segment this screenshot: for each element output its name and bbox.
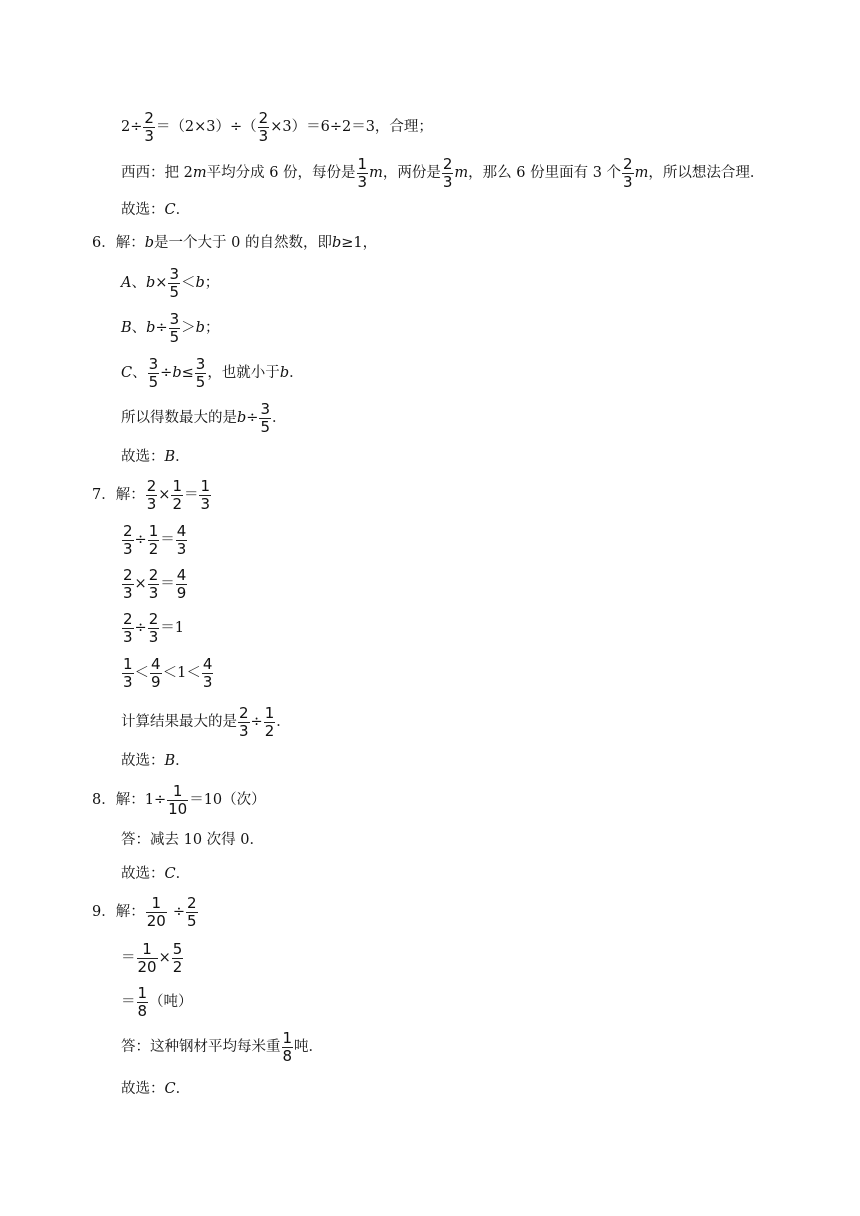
text: ≤ (181, 365, 194, 382)
variable: b (237, 410, 247, 427)
fraction-denominator: 5 (186, 912, 197, 931)
text: ，也就小于 (207, 365, 280, 382)
option-c-line (121, 356, 304, 391)
choice-letter: B (164, 449, 176, 465)
text: 答：减去 10 次得 0． (121, 832, 265, 848)
fraction-numerator: 3 (169, 310, 180, 328)
fraction-denominator: 3 (623, 173, 633, 192)
fraction-numerator: 3 (260, 400, 270, 418)
text: 解：1÷ (115, 792, 167, 809)
text: 故选： (121, 449, 165, 465)
fraction-numerator: 1 (137, 984, 148, 1002)
variable: b (195, 320, 205, 337)
solution-line (121, 110, 433, 145)
fraction-numerator: 3 (169, 265, 179, 283)
fraction-denominator: 3 (176, 540, 187, 559)
fraction-denominator: 8 (137, 1002, 148, 1021)
text: ÷ (134, 532, 147, 549)
fraction-numerator: 4 (176, 522, 187, 540)
fraction-numerator: 2 (258, 109, 269, 127)
comparison-line (121, 656, 214, 691)
fraction-denominator: 3 (148, 628, 159, 647)
calculation-line (121, 523, 188, 558)
text: 所以得数最大的是 (121, 410, 237, 427)
text: ＜1＜ (162, 665, 201, 682)
fraction (122, 567, 134, 602)
fraction-numerator: 1 (172, 782, 183, 800)
fraction-denominator: 10 (168, 800, 188, 819)
text: 、 (131, 320, 147, 337)
option-letter: A (121, 275, 132, 292)
text: 计算结果最大的是 (121, 714, 237, 731)
fraction-denominator: 3 (148, 584, 159, 603)
fraction-denominator: 2 (148, 540, 159, 559)
text: ． (175, 753, 190, 769)
answer-line (121, 1030, 323, 1065)
fraction-numerator: 2 (148, 610, 159, 628)
variable: b (146, 320, 156, 337)
fraction (137, 985, 149, 1020)
text: × (158, 487, 171, 504)
fraction (264, 705, 276, 740)
text: ＜ (180, 275, 196, 292)
fraction (122, 611, 134, 646)
fraction-numerator: 2 (123, 522, 133, 540)
option-letter: C (121, 365, 133, 382)
fraction (137, 941, 158, 976)
fraction-numerator: 1 (282, 1029, 293, 1047)
text: ÷ (155, 320, 168, 337)
fraction-numerator: 2 (239, 704, 249, 722)
fraction-numerator: 2 (186, 894, 197, 912)
variable: b (195, 275, 205, 292)
fraction (442, 156, 454, 191)
text: ，所以想法合理． (648, 165, 765, 182)
text: ＝ (160, 576, 175, 593)
choice-letter: C (164, 202, 176, 218)
text: 故选： (121, 866, 165, 882)
fraction (146, 478, 158, 513)
text: ＝ (121, 950, 136, 967)
variable: b (279, 365, 290, 382)
text: 解： (115, 487, 145, 504)
text: ＝1 (160, 620, 184, 637)
text: ＝10（次） (189, 792, 266, 809)
fraction-denominator: 2 (264, 722, 275, 741)
fraction-numerator: 2 (442, 155, 453, 173)
fraction-numerator: 3 (195, 355, 206, 373)
fraction-numerator: 4 (151, 655, 161, 673)
fraction-denominator: 5 (148, 373, 159, 392)
question-number: 6． (92, 235, 116, 251)
fraction-denominator: 3 (200, 495, 211, 514)
fraction-numerator: 5 (172, 940, 183, 958)
text: 2÷ (121, 119, 143, 136)
fraction (259, 401, 271, 436)
fraction-denominator: 3 (144, 127, 154, 146)
fraction-denominator: 3 (146, 495, 157, 514)
fraction-denominator: 3 (357, 173, 368, 192)
text: ÷ (160, 365, 173, 382)
text: ＝（2×3）÷（ (155, 119, 257, 136)
text: ＜ (134, 665, 150, 682)
question-7-heading (92, 478, 212, 513)
fraction-denominator: 9 (176, 584, 187, 603)
fraction-numerator: 1 (123, 655, 133, 673)
fraction (186, 895, 198, 930)
text: ． (175, 1081, 191, 1097)
text: ÷ (246, 410, 259, 427)
fraction (146, 895, 167, 930)
text: ＝ (160, 532, 175, 549)
variable: m (634, 165, 649, 182)
variable: m (369, 165, 383, 182)
fraction-denominator: 3 (123, 584, 133, 603)
text: 是一个大于 0 的自然数，即 (154, 235, 332, 251)
fraction (148, 356, 160, 391)
fraction-numerator: 4 (176, 566, 187, 584)
text: ． (272, 410, 287, 427)
fraction-denominator: 20 (137, 958, 157, 977)
fraction-denominator: 5 (260, 418, 270, 437)
fraction-numerator: 1 (264, 704, 275, 722)
fraction (195, 356, 207, 391)
text: ． (289, 365, 304, 382)
text: ； (204, 320, 220, 337)
text: × (134, 576, 147, 593)
text: 西西：把 2 (121, 165, 193, 182)
text: ； (204, 275, 220, 292)
fraction-denominator: 3 (123, 628, 133, 647)
fraction (258, 110, 270, 145)
calculation-line (121, 985, 193, 1020)
answer-choice-line (121, 1082, 190, 1097)
text: ÷ (250, 714, 263, 731)
fraction-numerator: 2 (123, 610, 133, 628)
text: ＞ (181, 320, 196, 337)
text: 、 (132, 365, 147, 382)
fraction-denominator: 9 (151, 673, 161, 692)
text: ． (175, 449, 190, 465)
fraction (171, 478, 183, 513)
text: 故选： (121, 753, 165, 769)
answer-choice-line (121, 754, 190, 769)
fraction (622, 156, 634, 191)
text: 故选： (121, 1081, 165, 1097)
choice-letter: C (164, 1081, 176, 1097)
text: ． (276, 714, 291, 731)
fraction-numerator: 2 (123, 566, 133, 584)
fraction (172, 941, 184, 976)
solution-line (121, 156, 764, 191)
variable: b (145, 275, 156, 292)
fraction-numerator: 2 (144, 109, 154, 127)
question-9-heading (92, 895, 199, 930)
option-b-line (121, 311, 219, 346)
fraction-denominator: 3 (258, 127, 269, 146)
fraction-denominator: 3 (123, 673, 133, 692)
fraction (143, 110, 155, 145)
fraction-denominator: 5 (195, 373, 206, 392)
text: × (158, 950, 171, 967)
fraction (176, 523, 188, 558)
answer-line (121, 833, 264, 848)
text: 解： (115, 904, 145, 921)
answer-choice-line (121, 203, 190, 218)
calculation-line (121, 941, 184, 976)
answer-choice-line (121, 450, 190, 465)
variable: b (172, 365, 182, 382)
fraction-numerator: 2 (146, 477, 157, 495)
choice-letter: C (164, 866, 176, 882)
fraction-numerator: 4 (202, 655, 213, 673)
fraction (238, 705, 250, 740)
text: ． (175, 202, 191, 218)
fraction (150, 656, 162, 691)
fraction (199, 478, 211, 513)
fraction-denominator: 3 (239, 722, 249, 741)
text: ，那么 6 份里面有 3 个 (468, 165, 622, 182)
question-number: 9． (92, 904, 116, 921)
fraction (202, 656, 214, 691)
text: 解： (115, 235, 145, 251)
fraction (169, 311, 181, 346)
text: ≥1， (341, 235, 378, 251)
fraction-numerator: 1 (142, 940, 152, 958)
choice-letter: B (164, 753, 176, 769)
text: ＝ (121, 994, 136, 1011)
fraction-numerator: 2 (623, 155, 633, 173)
fraction-numerator: 1 (151, 894, 162, 912)
fraction-numerator: 1 (148, 522, 159, 540)
calculation-line (121, 611, 184, 646)
fraction-numerator: 2 (148, 566, 159, 584)
text: 答：这种钢材平均每米重 (121, 1039, 281, 1056)
fraction-denominator: 2 (172, 958, 183, 977)
option-a-line (121, 266, 219, 301)
question-6-heading (92, 236, 377, 251)
fraction-denominator: 8 (282, 1047, 293, 1066)
fraction-denominator: 3 (123, 540, 133, 559)
fraction (148, 523, 160, 558)
calculation-line (121, 567, 188, 602)
text: ×3）＝6÷2＝3，合理； (270, 119, 433, 136)
fraction (357, 156, 369, 191)
fraction-denominator: 5 (169, 283, 179, 302)
fraction-denominator: 2 (172, 495, 182, 514)
question-number: 7． (92, 487, 116, 504)
fraction (148, 611, 160, 646)
fraction (176, 567, 188, 602)
variable: b (331, 235, 342, 251)
variable: m (454, 165, 469, 182)
fraction-numerator: 1 (357, 155, 368, 173)
option-letter: B (121, 320, 132, 337)
conclusion-line (121, 705, 291, 740)
fraction (168, 266, 180, 301)
fraction (122, 656, 134, 691)
text: （吨） (149, 994, 193, 1011)
text: ． (175, 866, 191, 882)
fraction-denominator: 5 (169, 328, 180, 347)
answer-choice-line (121, 867, 190, 882)
text: 平均分成 6 份，每份是 (206, 165, 356, 182)
fraction-numerator: 3 (148, 355, 159, 373)
text: 故选： (121, 202, 165, 218)
fraction-numerator: 1 (172, 477, 182, 495)
variable: b (144, 235, 155, 251)
text: × (155, 275, 168, 292)
text: ÷ (134, 620, 147, 637)
text: 吨． (294, 1039, 324, 1056)
text: 、 (131, 275, 146, 292)
fraction-denominator: 3 (442, 173, 453, 192)
text: ＝ (183, 487, 199, 504)
conclusion-line (121, 401, 287, 436)
fraction (167, 783, 188, 818)
fraction (148, 567, 160, 602)
fraction-numerator: 1 (200, 477, 211, 495)
question-number: 8． (92, 792, 116, 809)
fraction (282, 1030, 294, 1065)
variable: m (192, 165, 207, 182)
fraction-denominator: 3 (202, 673, 213, 692)
question-8-heading (92, 783, 266, 818)
fraction-denominator: 20 (146, 912, 166, 931)
text: ÷ (172, 904, 185, 921)
fraction (122, 523, 134, 558)
text: ，两份是 (382, 165, 441, 182)
